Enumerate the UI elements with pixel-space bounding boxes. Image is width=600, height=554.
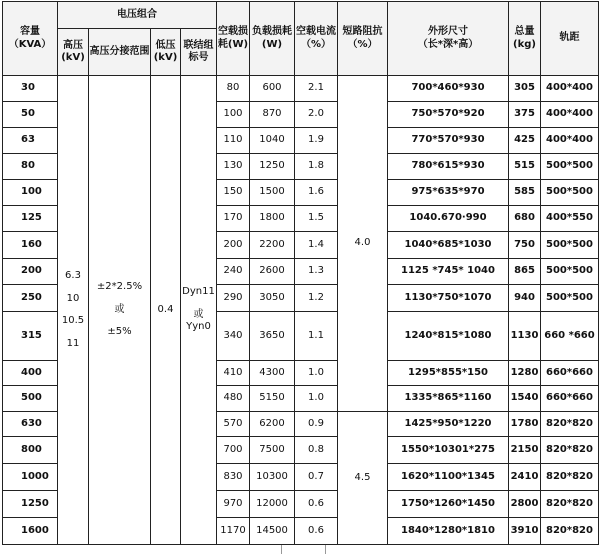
gauge-cell: 400*400 bbox=[541, 102, 599, 128]
dimensions-cell: 780*615*930 bbox=[388, 154, 509, 180]
weight-cell: 680 bbox=[509, 206, 541, 232]
load-loss-cell: 870 bbox=[250, 102, 295, 128]
noload-current-cell: 1.3 bbox=[295, 259, 338, 285]
gauge-cell: 660*660 bbox=[541, 361, 599, 386]
dimensions-cell: 1040.670·990 bbox=[388, 206, 509, 232]
dimensions-cell: 770*570*930 bbox=[388, 128, 509, 154]
noload-loss-cell: 80 bbox=[217, 76, 250, 102]
noload-loss-cell: 100 bbox=[217, 102, 250, 128]
header-impedance: 短路阻抗 （%） bbox=[338, 2, 388, 76]
weight-cell: 3910 bbox=[509, 518, 541, 545]
dimensions-cell: 700*460*930 bbox=[388, 76, 509, 102]
load-loss-cell: 3050 bbox=[250, 285, 295, 312]
noload-current-cell: 1.9 bbox=[295, 128, 338, 154]
noload-current-cell: 0.9 bbox=[295, 412, 338, 437]
dimensions-cell: 1335*865*1160 bbox=[388, 386, 509, 412]
capacity-cell: 30 bbox=[3, 76, 58, 102]
capacity-cell: 63 bbox=[3, 128, 58, 154]
noload-current-cell: 2.1 bbox=[295, 76, 338, 102]
load-loss-cell: 3650 bbox=[250, 312, 295, 361]
lv-cell: 0.4 bbox=[151, 76, 181, 545]
noload-loss-cell: 170 bbox=[217, 206, 250, 232]
capacity-cell: 400 bbox=[3, 361, 58, 386]
capacity-cell: 125 bbox=[3, 206, 58, 232]
dimensions-cell: 1840*1280*1810 bbox=[388, 518, 509, 545]
weight-cell: 375 bbox=[509, 102, 541, 128]
noload-current-cell: 0.6 bbox=[295, 491, 338, 518]
capacity-cell: 1250 bbox=[3, 491, 58, 518]
gauge-cell: 820*820 bbox=[541, 464, 599, 491]
dimensions-cell: 1750*1260*1450 bbox=[388, 491, 509, 518]
weight-cell: 940 bbox=[509, 285, 541, 312]
load-loss-cell: 4300 bbox=[250, 361, 295, 386]
table-edge-fragment bbox=[281, 545, 282, 554]
header-dimensions: 外形尺寸 （长*深*高） bbox=[388, 2, 509, 76]
gauge-cell: 400*400 bbox=[541, 128, 599, 154]
header-vector-group: 联结组标号 bbox=[181, 29, 217, 76]
gauge-cell: 500*500 bbox=[541, 232, 599, 259]
header-hv: 高压 (kV) bbox=[58, 29, 89, 76]
header-noload-loss: 空载损耗(W) bbox=[217, 2, 250, 76]
noload-current-cell: 0.7 bbox=[295, 464, 338, 491]
load-loss-cell: 5150 bbox=[250, 386, 295, 412]
gauge-cell: 500*500 bbox=[541, 259, 599, 285]
gauge-cell: 500*500 bbox=[541, 180, 599, 206]
gauge-cell: 400*550 bbox=[541, 206, 599, 232]
noload-loss-cell: 970 bbox=[217, 491, 250, 518]
gauge-cell: 500*500 bbox=[541, 285, 599, 312]
header-weight: 总量 (kg) bbox=[509, 2, 541, 76]
load-loss-cell: 1500 bbox=[250, 180, 295, 206]
weight-cell: 305 bbox=[509, 76, 541, 102]
noload-current-cell: 1.8 bbox=[295, 154, 338, 180]
noload-loss-cell: 130 bbox=[217, 154, 250, 180]
capacity-cell: 100 bbox=[3, 180, 58, 206]
header-tap-range: 高压分接范围 bbox=[89, 29, 151, 76]
dimensions-cell: 1125 *745* 1040 bbox=[388, 259, 509, 285]
dimensions-cell: 750*570*920 bbox=[388, 102, 509, 128]
noload-loss-cell: 240 bbox=[217, 259, 250, 285]
load-loss-cell: 600 bbox=[250, 76, 295, 102]
capacity-cell: 50 bbox=[3, 102, 58, 128]
capacity-cell: 80 bbox=[3, 154, 58, 180]
table-edge-fragment bbox=[325, 545, 326, 554]
capacity-cell: 500 bbox=[3, 386, 58, 412]
weight-cell: 2800 bbox=[509, 491, 541, 518]
noload-loss-cell: 410 bbox=[217, 361, 250, 386]
weight-cell: 1540 bbox=[509, 386, 541, 412]
load-loss-cell: 14500 bbox=[250, 518, 295, 545]
noload-current-cell: 0.6 bbox=[295, 518, 338, 545]
noload-loss-cell: 150 bbox=[217, 180, 250, 206]
weight-cell: 1130 bbox=[509, 312, 541, 361]
load-loss-cell: 10300 bbox=[250, 464, 295, 491]
weight-cell: 1280 bbox=[509, 361, 541, 386]
noload-loss-cell: 480 bbox=[217, 386, 250, 412]
capacity-cell: 1600 bbox=[3, 518, 58, 545]
capacity-cell: 160 bbox=[3, 232, 58, 259]
noload-loss-cell: 110 bbox=[217, 128, 250, 154]
header-gauge: 轨距 bbox=[541, 2, 599, 76]
noload-current-cell: 0.8 bbox=[295, 437, 338, 464]
load-loss-cell: 12000 bbox=[250, 491, 295, 518]
load-loss-cell: 2600 bbox=[250, 259, 295, 285]
noload-current-cell: 1.0 bbox=[295, 386, 338, 412]
noload-loss-cell: 830 bbox=[217, 464, 250, 491]
capacity-cell: 800 bbox=[3, 437, 58, 464]
hv-cell: 6.3 10 10.5 11 bbox=[58, 76, 89, 545]
gauge-cell: 820*820 bbox=[541, 412, 599, 437]
dimensions-cell: 1295*855*150 bbox=[388, 361, 509, 386]
weight-cell: 865 bbox=[509, 259, 541, 285]
header-lv: 低压 (kV) bbox=[151, 29, 181, 76]
gauge-cell: 820*820 bbox=[541, 437, 599, 464]
table-body bbox=[3, 76, 599, 545]
capacity-cell: 315 bbox=[3, 312, 58, 361]
dimensions-cell: 1620*1100*1345 bbox=[388, 464, 509, 491]
gauge-cell: 660*660 bbox=[541, 386, 599, 412]
weight-cell: 2410 bbox=[509, 464, 541, 491]
weight-cell: 1780 bbox=[509, 412, 541, 437]
weight-cell: 515 bbox=[509, 154, 541, 180]
impedance-cell: 4.0 bbox=[338, 76, 388, 412]
gauge-cell: 660 *660 bbox=[541, 312, 599, 361]
tap-range-cell: ±2*2.5% 或 ±5% bbox=[89, 76, 151, 545]
dimensions-cell: 1550*10301*275 bbox=[388, 437, 509, 464]
capacity-cell: 1000 bbox=[3, 464, 58, 491]
noload-loss-cell: 200 bbox=[217, 232, 250, 259]
header-capacity: 容量 （KVA） bbox=[3, 2, 58, 76]
dimensions-cell: 1040*685*1030 bbox=[388, 232, 509, 259]
header-load-loss: 负载损耗 (W) bbox=[250, 2, 295, 76]
transformer-spec-table bbox=[2, 1, 599, 545]
capacity-cell: 200 bbox=[3, 259, 58, 285]
noload-current-cell: 1.1 bbox=[295, 312, 338, 361]
load-loss-cell: 1800 bbox=[250, 206, 295, 232]
capacity-cell: 250 bbox=[3, 285, 58, 312]
gauge-cell: 400*400 bbox=[541, 76, 599, 102]
load-loss-cell: 6200 bbox=[250, 412, 295, 437]
weight-cell: 2150 bbox=[509, 437, 541, 464]
noload-loss-cell: 1170 bbox=[217, 518, 250, 545]
header-noload-current: 空载电流 （%） bbox=[295, 2, 338, 76]
weight-cell: 425 bbox=[509, 128, 541, 154]
noload-current-cell: 1.2 bbox=[295, 285, 338, 312]
noload-loss-cell: 340 bbox=[217, 312, 250, 361]
gauge-cell: 820*820 bbox=[541, 491, 599, 518]
noload-loss-cell: 570 bbox=[217, 412, 250, 437]
noload-current-cell: 1.5 bbox=[295, 206, 338, 232]
dimensions-cell: 1240*815*1080 bbox=[388, 312, 509, 361]
dimensions-cell: 1130*750*1070 bbox=[388, 285, 509, 312]
dimensions-cell: 975*635*970 bbox=[388, 180, 509, 206]
noload-current-cell: 1.0 bbox=[295, 361, 338, 386]
header-voltage-group: 电压组合 bbox=[58, 2, 217, 29]
weight-cell: 585 bbox=[509, 180, 541, 206]
gauge-cell: 500*500 bbox=[541, 154, 599, 180]
noload-current-cell: 1.4 bbox=[295, 232, 338, 259]
noload-current-cell: 2.0 bbox=[295, 102, 338, 128]
weight-cell: 750 bbox=[509, 232, 541, 259]
table-row bbox=[3, 76, 599, 102]
vector-group-cell: Dyn11 或 Yyn0 bbox=[181, 76, 217, 545]
load-loss-cell: 1250 bbox=[250, 154, 295, 180]
gauge-cell: 820*820 bbox=[541, 518, 599, 545]
capacity-cell: 630 bbox=[3, 412, 58, 437]
load-loss-cell: 7500 bbox=[250, 437, 295, 464]
impedance-cell: 4.5 bbox=[338, 412, 388, 545]
load-loss-cell: 1040 bbox=[250, 128, 295, 154]
load-loss-cell: 2200 bbox=[250, 232, 295, 259]
noload-loss-cell: 700 bbox=[217, 437, 250, 464]
dimensions-cell: 1425*950*1220 bbox=[388, 412, 509, 437]
noload-loss-cell: 290 bbox=[217, 285, 250, 312]
noload-current-cell: 1.6 bbox=[295, 180, 338, 206]
